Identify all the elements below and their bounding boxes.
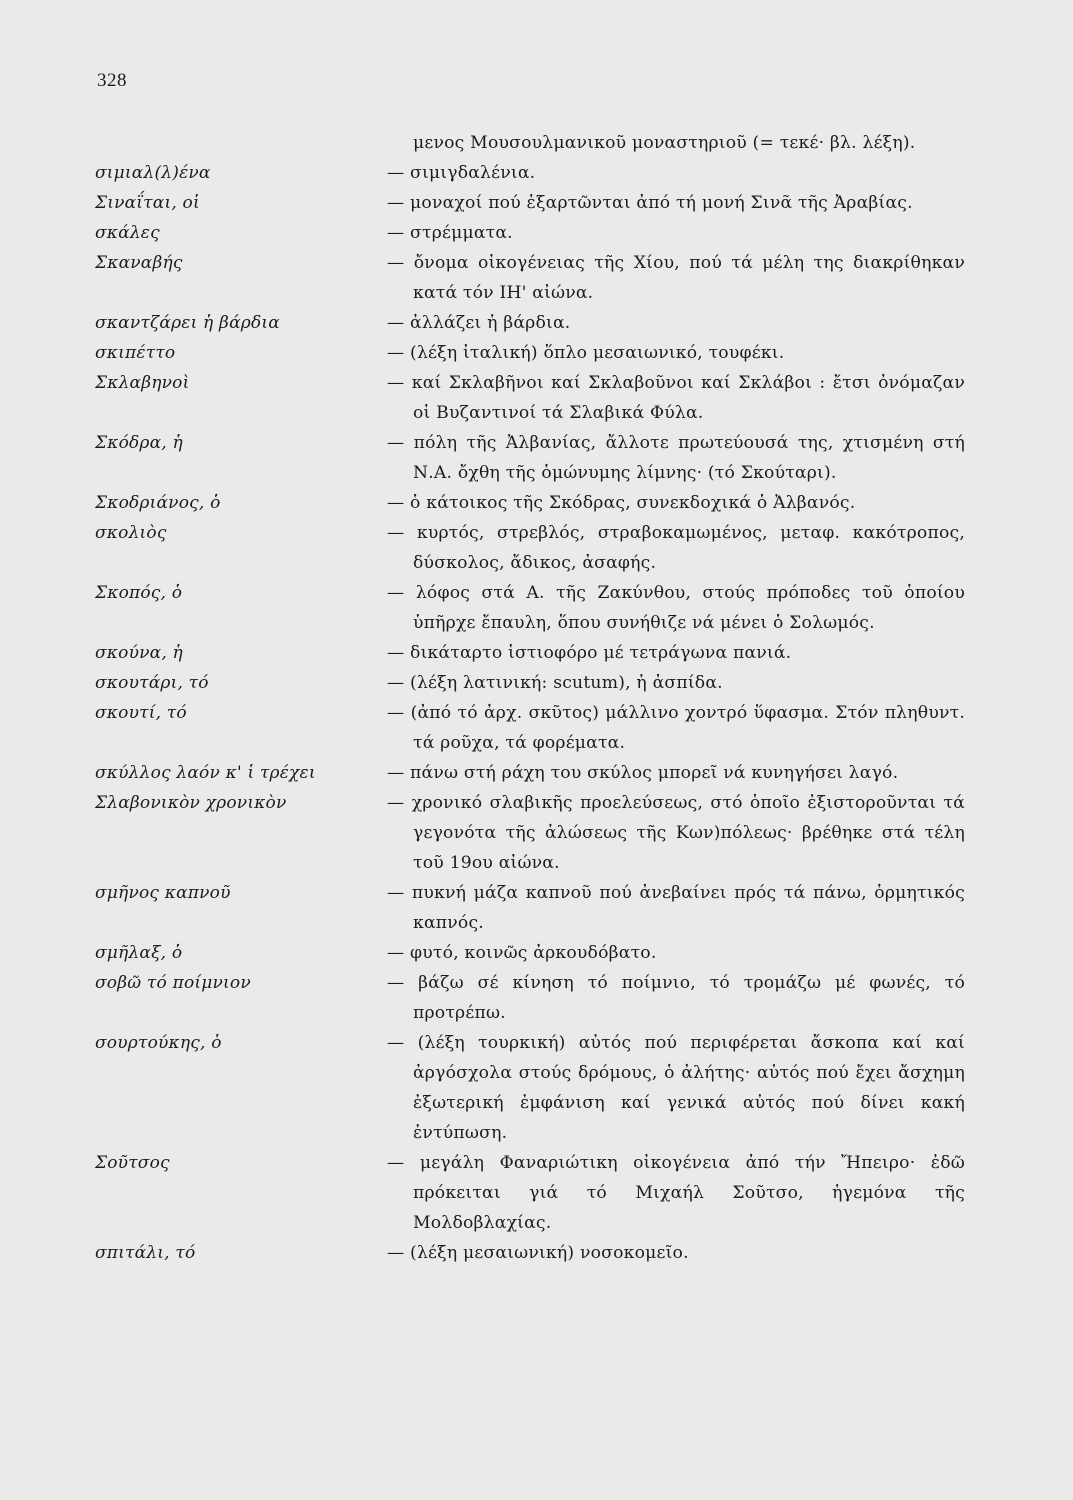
- glossary-term: Σκοπός, ὁ: [95, 583, 183, 603]
- glossary-entry: [95, 158, 965, 188]
- glossary-entry: [95, 248, 965, 308]
- glossary-entry: [95, 488, 965, 518]
- glossary-definition: — (λέξη μεσαιωνική) νοσοκομεῖο.: [387, 1243, 689, 1263]
- glossary-term: σκουτάρι, τό: [95, 673, 209, 693]
- glossary-entry: [95, 878, 965, 938]
- glossary-entry: [95, 128, 965, 158]
- glossary-entry: [95, 1238, 965, 1268]
- glossary-entry: [95, 1028, 965, 1148]
- glossary-entry: [95, 518, 965, 578]
- glossary-definition: — σιμιγδαλένια.: [387, 163, 536, 183]
- glossary-definition: μενος Μουσουλμανικοῦ μοναστηριοῦ (= τεκέ· βλ. λέξη).: [413, 133, 916, 153]
- glossary-definition: — πυκνή μάζα καπνοῦ πού ἀνεβαίνει πρός τά πάνω, ὁρμητικός καπνός.: [387, 883, 965, 933]
- glossary-term: σμῆλαξ, ὁ: [95, 943, 183, 963]
- glossary-term: σκουτί, τό: [95, 703, 187, 723]
- glossary-entry: [95, 938, 965, 968]
- glossary-definition: — πόλη τῆς Ἀλβανίας, ἄλλοτε πρωτεύουσά της, χτισμένη στή Ν.Α. ὄχθη τῆς ὁμώνυμης λίμνης· (τό Σκούταρι).: [387, 433, 965, 483]
- glossary-definition: — ὁ κάτοικος τῆς Σκόδρας, συνεκδοχικά ὁ Ἀλβανός.: [387, 493, 856, 513]
- glossary-definition: — μεγάλη Φαναριώτικη οἰκογένεια ἀπό τήν Ἤπειρο· ἐδῶ πρόκειται γιά τό Μιχαήλ Σοῦτσο, ἡγεμόνα τῆς Μολδοβλαχίας.: [387, 1153, 965, 1233]
- glossary-entry: [95, 1148, 965, 1238]
- glossary-entry: [95, 758, 965, 788]
- glossary-term: σκαντζάρει ἡ βάρδια: [95, 313, 280, 333]
- glossary-term: Σκοδριάνος, ὁ: [95, 493, 221, 513]
- page-number: 328: [97, 70, 127, 91]
- glossary-entry: [95, 968, 965, 1028]
- glossary-term: σοβῶ τό ποίμνιον: [95, 973, 251, 993]
- glossary-term: σιμιαλ(λ)ένα: [95, 163, 211, 183]
- glossary-definition: — ὄνομα οἰκογένειας τῆς Χίου, πού τά μέλη της διακρίθηκαν κατά τόν ΙΗ' αἰώνα.: [387, 253, 965, 303]
- glossary-definition: — δικάταρτο ἱστιοφόρο μέ τετράγωνα πανιά.: [387, 643, 792, 663]
- glossary-definition: — στρέμματα.: [387, 223, 513, 243]
- glossary-definition: — (λέξη τουρκική) αὐτός πού περιφέρεται ἄσκοπα καί καί ἀργόσχολα στούς δρόμους, ὁ ἀλήτης· αὐτός πού ἔχει ἄσχημη ἐξωτερική ἐμφάνιση καί γενικά αὐτός πού δίνει κακή ἐντύπωση.: [387, 1033, 965, 1143]
- glossary-term: σκάλες: [95, 223, 160, 243]
- glossary-term: Σλαβονικὸν χρονικὸν: [95, 793, 287, 813]
- glossary-entry: [95, 578, 965, 638]
- glossary-entry: [95, 428, 965, 488]
- glossary-term: Σκόδρα, ἡ: [95, 433, 183, 453]
- glossary-definition: — πάνω στή ράχη του σκύλος μπορεῖ νά κυνηγήσει λαγό.: [387, 763, 899, 783]
- glossary-definition: — καί Σκλαβῆνοι καί Σκλαβοῦνοι καί Σκλάβοι : ἔτσι ὀνόμαζαν οἱ Βυζαντινοί τά Σλαβικά Φύλα.: [387, 373, 965, 423]
- glossary-entry: [95, 698, 965, 758]
- glossary-term: Σοῦτσος: [95, 1153, 170, 1173]
- glossary-term: σκύλλος λαόν κ' ἱ τρέχει: [95, 763, 316, 783]
- glossary-term: σκούνα, ἡ: [95, 643, 183, 663]
- glossary-entry: [95, 788, 965, 878]
- glossary-term: σπιτάλι, τό: [95, 1243, 196, 1263]
- glossary-term: σμῆνος καπνοῦ: [95, 883, 231, 903]
- glossary-list: [95, 128, 965, 1268]
- glossary-entry: [95, 368, 965, 428]
- glossary-term: σουρτούκης, ὁ: [95, 1033, 222, 1053]
- glossary-definition: — φυτό, κοινῶς ἀρκουδόβατο.: [387, 943, 657, 963]
- glossary-definition: — μοναχοί πού ἐξαρτῶνται ἀπό τή μονή Σινᾶ τῆς Ἀραβίας.: [387, 193, 913, 213]
- glossary-term: σκολιὸς: [95, 523, 167, 543]
- glossary-definition: — λόφος στά Α. τῆς Ζακύνθου, στούς πρόποδες τοῦ ὁποίου ὑπῆρχε ἔπαυλη, ὅπου συνήθιζε νά μένει ὁ Σολωμός.: [387, 583, 965, 633]
- glossary-entry: [95, 308, 965, 338]
- glossary-definition: — βάζω σέ κίνηση τό ποίμνιο, τό τρομάζω μέ φωνές, τό προτρέπω.: [387, 973, 965, 1023]
- glossary-entry: [95, 668, 965, 698]
- glossary-definition: — ἀλλάζει ἡ βάρδια.: [387, 313, 571, 333]
- glossary-definition: — (λέξη λατινική: scutum), ἡ ἀσπίδα.: [387, 673, 723, 693]
- glossary-definition: — κυρτός, στρεβλός, στραβοκαμωμένος, μεταφ. κακότροπος, δύσκολος, ἄδικος, ἀσαφής.: [387, 523, 965, 573]
- glossary-term: Σκαναβής: [95, 253, 183, 273]
- glossary-term: Σιναΐται, οἱ: [95, 193, 200, 213]
- glossary-entry: [95, 218, 965, 248]
- glossary-definition: — (λέξη ἰταλική) ὅπλο μεσαιωνικό, τουφέκι.: [387, 343, 785, 363]
- glossary-term: σκιπέττο: [95, 343, 176, 363]
- glossary-term: Σκλαβηνοὶ: [95, 373, 190, 393]
- glossary-entry: [95, 188, 965, 218]
- glossary-definition: — χρονικό σλαβικῆς προελεύσεως, στό ὁποῖο ἐξιστοροῦνται τά γεγονότα τῆς ἁλώσεως τῆς Κων)πόλεως· βρέθηκε στά τέλη τοῦ 19ου αἰώνα.: [387, 793, 965, 873]
- glossary-entry: [95, 338, 965, 368]
- glossary-definition: — (ἀπό τό ἀρχ. σκῦτος) μάλλινο χοντρό ὕφασμα. Στόν πληθυντ. τά ροῦχα, τά φορέματα.: [387, 703, 965, 753]
- glossary-entry: [95, 638, 965, 668]
